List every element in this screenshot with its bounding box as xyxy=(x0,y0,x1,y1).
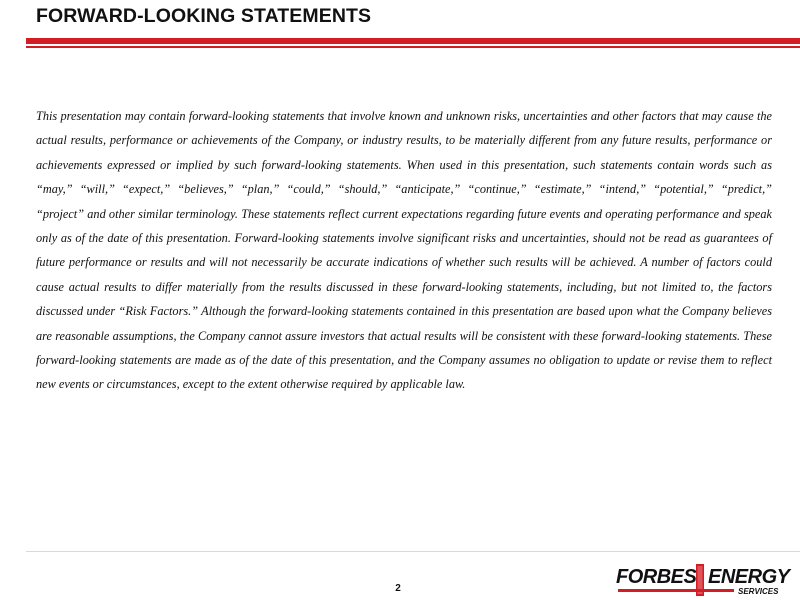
slide-title: FORWARD-LOOKING STATEMENTS xyxy=(36,5,372,27)
company-logo xyxy=(616,564,790,598)
logo-word-services: SERVICES xyxy=(738,587,779,596)
title-rule-thin xyxy=(26,46,800,48)
title-rule-thick xyxy=(26,38,800,44)
logo-underline xyxy=(618,589,734,592)
disclaimer-paragraph: This presentation may contain forward-looking statements that involve known and unknown risks, uncertainties and other factors that may cause the actual results, performance or achievements of the Company, or industry results, to be materially different from any future results, performance or achievements expressed or implied by such forward-looking statements. When used in this presentation, such statements contain words such as “may,” “will,” “expect,” “believes,” “plan,” “could,” “should,” “anticipate,” “continue,” “estimate,” “intend,” “potential,” “predict,” “project” and other similar terminology. These statements reflect current expectations regarding future events and operating performance and speak only as of the date of this presentation. Forward-looking statements involve significant risks and uncertainties, should not be read as guarantees of future performance or results and will not necessarily be accurate indications of whether such results will be achieved. A number of factors could cause actual results to differ materially from the results discussed in these forward-looking statements, including, but not limited to, the factors discussed under “Risk Factors.” Although the forward-looking statements contained in this presentation are based upon what the Company believes are reasonable assumptions, the Company cannot assure investors that actual results will be consistent with these forward-looking statements. These forward-looking statements are made as of the date of this presentation, and the Company assumes no obligation to update or revise them to reflect new events or circumstances, except to the extent otherwise required by applicable law. xyxy=(36,109,772,392)
logo-word-energy: ENERGY xyxy=(708,566,790,588)
footer-divider xyxy=(26,551,800,552)
page-number: 2 xyxy=(395,583,401,594)
logo-word-forbes: FORBES xyxy=(616,566,697,588)
